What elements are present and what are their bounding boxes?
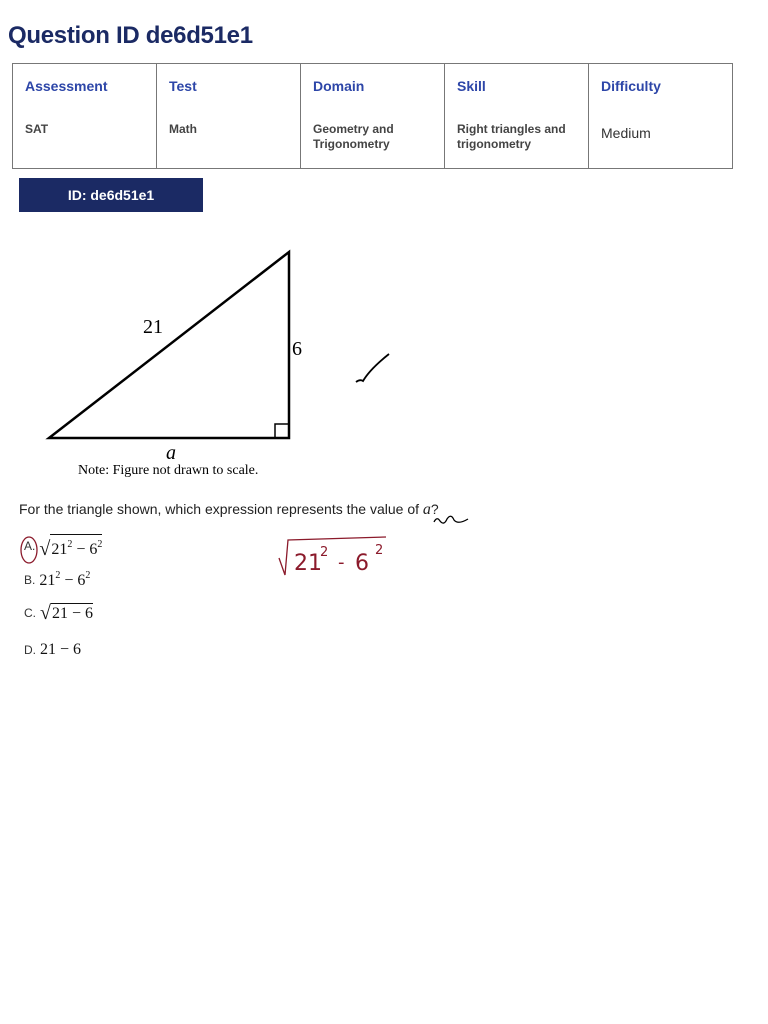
radicand: 21 − 6: [51, 605, 94, 622]
question-end: ?: [430, 501, 439, 517]
header-test: Test: [157, 64, 301, 106]
choice-expression: [40, 603, 93, 622]
figure-note: Note: Figure not drawn to scale.: [78, 463, 259, 478]
variable-underline-squiggle: [434, 516, 468, 523]
question-text: [19, 501, 439, 519]
right-triangle: [49, 252, 289, 438]
handwritten-answer: [279, 537, 386, 576]
header-skill: Skill: [445, 64, 589, 106]
choice-letter: C.: [24, 605, 36, 620]
handwritten-exp-2: 2: [375, 543, 384, 558]
header-difficulty: Difficulty: [589, 64, 733, 106]
value-test: Math: [157, 106, 301, 169]
base-label: a: [166, 442, 176, 464]
handwritten-21: 21: [294, 551, 322, 576]
metadata-value-row: [13, 106, 733, 169]
radicand: $21^2 - 6^2$: [50, 534, 102, 558]
radical-sign: √: [40, 602, 51, 624]
choice-c[interactable]: [24, 603, 93, 622]
choice-expression: [39, 534, 102, 558]
handwritten-exp-1: 2: [320, 545, 329, 560]
handwritten-radical: [279, 537, 386, 575]
choice-letter: A.: [24, 539, 36, 553]
right-angle-marker: [275, 424, 289, 438]
choice-letter: B.: [24, 573, 36, 587]
question-body: For the triangle shown, which expression represents the value of: [19, 501, 423, 517]
choice-d[interactable]: [24, 641, 81, 659]
choice-a[interactable]: [24, 534, 102, 558]
choice-b[interactable]: [24, 570, 90, 590]
choice-expression: $21^2 - 6^2$: [39, 570, 91, 589]
vertical-leg-label: 6: [292, 338, 302, 360]
choice-letter: D.: [24, 643, 36, 657]
value-difficulty: Medium: [589, 106, 733, 169]
page-title: Question ID de6d51e1: [8, 22, 253, 49]
question-variable: a: [422, 501, 431, 518]
radical-sign: √: [39, 538, 51, 560]
handwritten-minus: -: [338, 552, 345, 573]
header-domain: Domain: [301, 64, 445, 106]
metadata-table: [12, 63, 733, 169]
header-assessment: Assessment: [13, 64, 157, 106]
hypotenuse-label: 21: [143, 316, 163, 338]
triangle-figure: [0, 230, 480, 490]
value-domain: Geometry and Trigonometry: [301, 106, 445, 169]
question-id-badge: ID: de6d51e1: [19, 178, 203, 212]
handwritten-6: 6: [355, 551, 369, 576]
value-assessment: SAT: [13, 106, 157, 169]
choice-expression: 21 − 6: [40, 641, 82, 658]
metadata-header-row: [13, 64, 733, 106]
value-skill: Right triangles and trigonometry: [445, 106, 589, 169]
checkmark-annotation: [356, 354, 389, 382]
